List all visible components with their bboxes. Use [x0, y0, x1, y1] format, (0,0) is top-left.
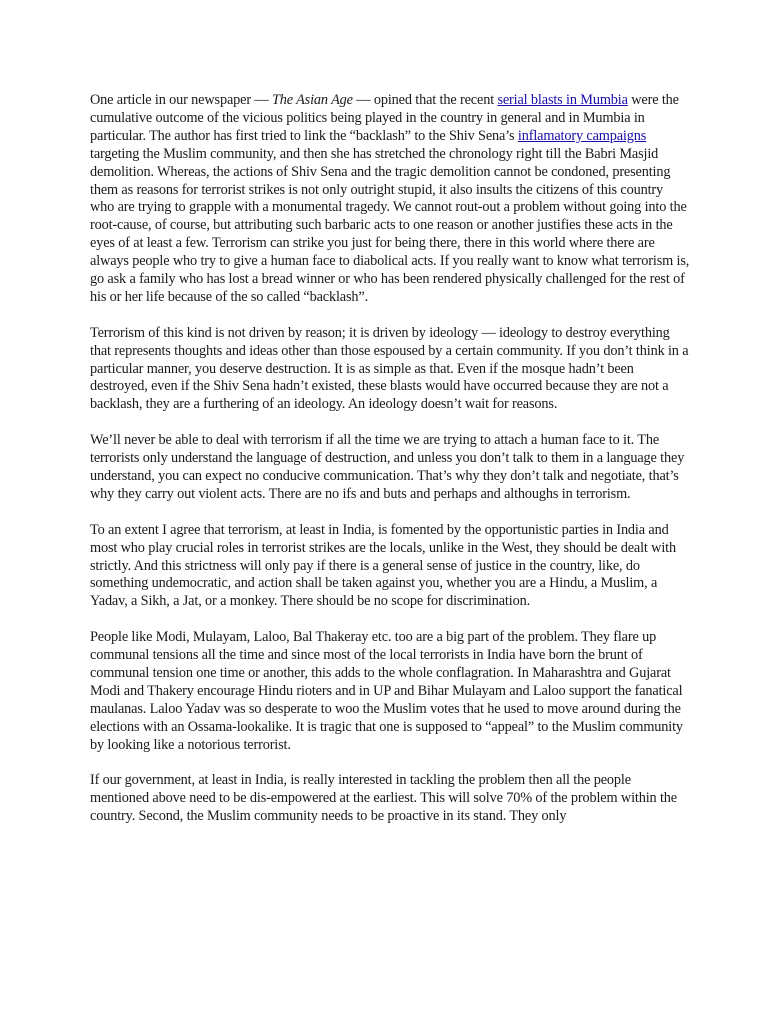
newspaper-name: The Asian Age [271, 92, 353, 108]
p1-text-3: were the cumulative outcome of the vicious politics being played in the country in general and in Mumbia in particular. The author has first tried to link the “backlash” to the Shiv Sena’s [90, 92, 679, 144]
serial-blasts-link[interactable]: serial blasts in Mumbia [497, 92, 628, 108]
inflamatory-campaigns-link[interactable]: inflamatory campaigns [517, 127, 647, 144]
paragraph-6: If our government, at least in India, is really interested in tackling the problem then all the people mentioned above need to be dis-empowered at the earliest. This will solve 70% of the problem within the country. Second, the Muslim community needs to be proactive in its stand. They only [90, 772, 677, 825]
paragraph-1 [90, 92, 690, 307]
article-body [90, 92, 690, 844]
paragraph-2: Terrorism of this kind is not driven by reason; it is driven by ideology — ideology to destroy everything that represents thoughts and ideas other than those espoused by a certain community. If you don’t think in a particular manner, you deserve destruction. It is as simple as that. Even if the mosque hadn’t been destroyed, even if the Shiv Sena hadn’t existed, these blasts would have occurred because they are not a backlash, they are a furthering of an ideology. An ideology doesn’t wait for reasons. [90, 324, 689, 413]
paragraph-5: People like Modi, Mulayam, Laloo, Bal Thakeray etc. too are a big part of the problem. They flare up communal tensions all the time and since most of the local terrorists in India have born the brunt of communal tension one time or another, this adds to the whole conflagration. In Maharashtra and Gujarat Modi and Thakery encourage Hindu rioters and in UP and Bihar Mulayam and Laloo support the fanatical maulanas. Laloo Yadav was so desperate to woo the Muslim votes that he used to move around during the elections with an Ossama-lookalike. It is tragic that one is supposed to “appeal” to the Muslim community by looking like a notorious terrorist. [90, 629, 683, 753]
p1-text-4: targeting the Muslim community, and then she has stretched the chronology right till the Babri Masjid demolition. Whereas, the actions of Shiv Sena and the tragic demolition cannot be condoned, presenting them as reasons for terrorist strikes is not only outright stupid, it also insults the citizens of this country who are trying to grapple with a monumental tragedy. We cannot rout-out a problem without going into the root-cause, of course, but attributing such barbaric acts to one reason or another justifies these acts in the eyes of at least a few. Terrorism can strike you just for being there, there in this world where there are always people who try to give a human face to diabolical acts. If you really want to know what terrorism is, go ask a family who has lost a bread winner or who has been rendered physically challenged for the rest of his or her life because of the so called “backlash”. [90, 145, 690, 305]
p1-text-1: One article in our newspaper — [90, 92, 272, 108]
paragraph-4: To an extent I agree that terrorism, at least in India, is fomented by the opportunistic parties in India and most who play crucial roles in terrorist strikes are the locals, unlike in the West, they should be dealt with strictly. And this strictness will only pay if there is a general sense of justice in the country, like, do something undemocratic, and action shall be taken against you, whether you are a Hindu, a Muslim, a Yadav, a Sikh, a Jat, or a monkey. There should be no scope for discrimination. [90, 521, 676, 610]
paragraph-3: We’ll never be able to deal with terrorism if all the time we are trying to attach a human face to it. The terrorists only understand the language of destruction, and unless you don’t talk to them in a language they understand, you can expect no conducive communication. That’s why they don’t talk and negotiate, that’s why they carry out violent acts. There are no ifs and buts and perhaps and althoughs in terrorism. [90, 432, 685, 502]
p1-text-2: — opined that the recent [352, 92, 498, 108]
